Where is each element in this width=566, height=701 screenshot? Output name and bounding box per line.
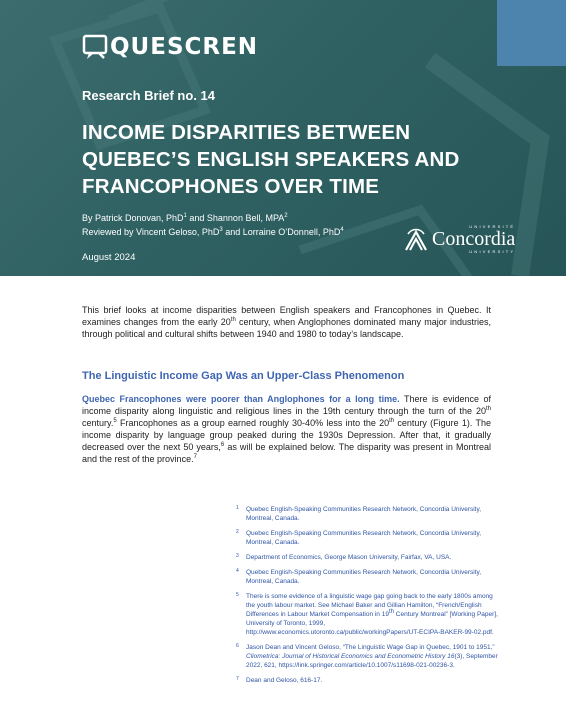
concordia-wordmark [432,224,515,254]
speech-bubble-icon [82,34,108,60]
footnote-number: 2 [236,529,239,535]
concordia-name: Concordia [432,228,516,250]
page-title [82,119,502,200]
ordinal-suffix: th [485,406,491,412]
footnotes-list [236,505,498,691]
affiliation-mark: 4 [340,227,344,233]
footnote [236,592,498,637]
body-text: century (Figure 1). The income disparity by language group peaked during the 1930s Depression. After that, it gradually decreased over the next 50 years, [82,418,491,452]
body-text: Francophones as a group earned roughly 30-40% less into the 20 [116,418,390,428]
body-paragraph [82,393,491,465]
footnote-text: There is some evidence of a linguistic wage gap going back to the early 1800s among the youth labour market. See Michael Baker and Gillian Hamilton, “French/English Differences in Labour Market Compensation in 19 [246,593,493,618]
concordia-emblem-icon [404,226,428,252]
footnote-text: Quebec English-Speaking Communities Research Network, Concordia University, Montreal, Canada. [246,569,482,585]
lead-sentence: Quebec Francophones were poorer than Anglophones for a long time. [82,394,400,404]
footnote-ref[interactable]: 7 [193,454,197,460]
concordia-bottom-text: UNIVERSITY [469,249,516,254]
affiliation-mark: 3 [219,227,223,233]
authors-line [82,211,344,225]
author-text: and Shannon Bell, MPA [186,213,285,223]
footnote-text: Jason Dean and Vincent Geloso, “The Linguistic Wage Gap in Quebec, 1901 to 1951,” [246,644,495,651]
footnote-ref[interactable]: 6 [220,442,225,448]
ordinal-suffix: th [388,608,394,615]
footnote-text: Quebec English-Speaking Communities Research Network, Concordia University, Montreal, Canada. [246,506,482,522]
reviewer-text: and Lorraine O’Donnell, PhD [222,227,341,237]
affiliation-mark: 1 [183,213,187,219]
brief-number: Research Brief no. 14 [82,88,215,103]
quescren-logo [82,34,258,60]
intro-text: century, when Anglophones dominated many major industries, through political and cultural shifts between 1940 and 1980 to today’s landscape. [82,317,491,339]
title-line: FRANCOPHONES OVER TIME [82,175,380,198]
body-text: There is evidence of income disparity along linguistic and religious lines in the 19th century through the turn of the 20 [82,394,491,416]
ordinal-suffix: th [230,317,236,323]
concordia-logo [404,224,515,254]
footnote [236,505,498,523]
cover-header [0,0,566,276]
title-line: INCOME DISPARITIES BETWEEN [82,121,411,144]
footnote [236,529,498,547]
title-line: QUEBEC’S ENGLISH SPEAKERS AND [82,148,460,171]
journal-title: Cliometrica: Journal of Historical Economics and Econometric History 16 [246,653,455,660]
footnote-number: 1 [236,505,239,511]
footnote-text: Quebec English-Speaking Communities Research Network, Concordia University, Montreal, Canada. [246,530,482,546]
footnote-number: 5 [236,592,239,598]
footnote-number: 4 [236,568,239,574]
footnote-ref[interactable]: 5 [113,418,117,424]
author-text: By Patrick Donovan, PhD [82,213,184,223]
footnote-number: 7 [236,676,239,682]
body-text: century. [82,418,114,428]
footnote [236,568,498,586]
reviewer-text: Reviewed by Vincent Geloso, PhD [82,227,220,237]
footnote [236,676,498,685]
body-text: as will be explained below. The disparity was present in Montreal and the rest of the province. [82,442,491,464]
logo-text: QUESCREN [110,33,259,60]
footnote-number: 6 [236,643,239,649]
accent-square [497,0,566,66]
footnote-text[interactable]: Century Montreal” [Working Paper], University of Toronto, 1999, http://www.economics.utoronto.ca/public/workingPapers/UT-ECIPA-BAKER-99-02.pdf. [246,611,498,636]
intro-text: This brief looks at income disparities between English speakers and Francophones in Quebec. It examines changes from the early 20 [82,305,491,327]
section-heading: The Linguistic Income Gap Was an Upper-Class Phenomenon [82,370,405,382]
footnote [236,553,498,562]
footnote-text[interactable]: (3), September 2022, 621, https://link.springer.com/article/10.1007/s11698-021-00236-3. [246,653,498,669]
footnote-number: 3 [236,553,239,559]
ordinal-suffix: th [389,418,395,424]
concordia-top-text: UNIVERSITÉ [469,224,516,229]
reviewers-line [82,225,344,239]
footnote [236,643,498,670]
publication-date: August 2024 [82,252,136,263]
intro-paragraph [82,304,491,340]
affiliation-mark: 2 [284,213,288,219]
footnote-text: Dean and Geloso, 616-17. [246,677,323,684]
author-block [82,211,344,239]
footnote-text: Department of Economics, George Mason University, Fairfax, VA, USA. [246,554,452,561]
